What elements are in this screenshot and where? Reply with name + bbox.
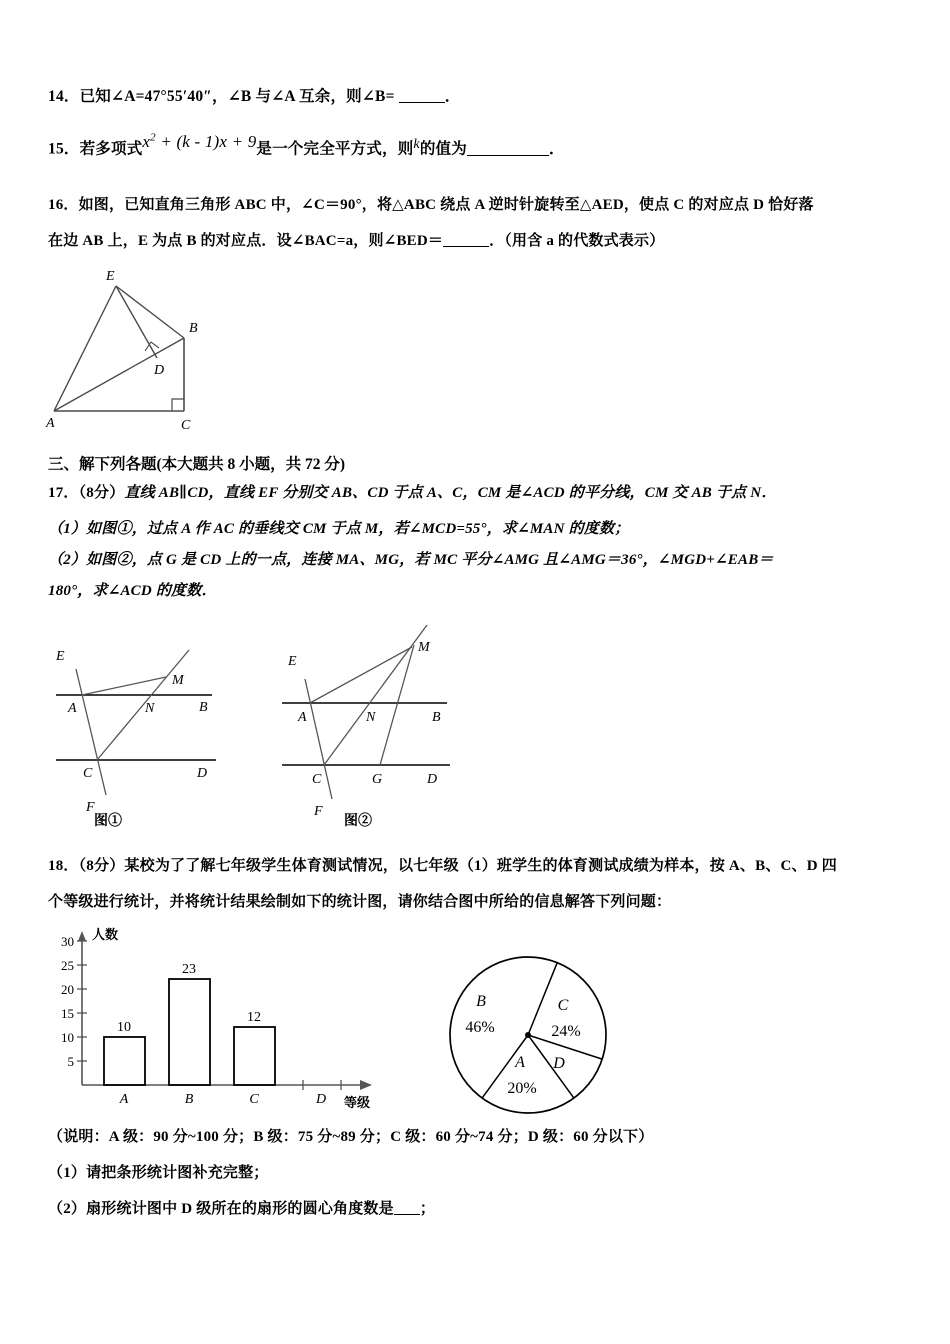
- q17-stem-text: 直线 AB∥CD，直线 EF 分别交 AB、CD 于点 A、C，CM 是∠ACD 的平分线，CM 交 AB 于点 N．: [124, 485, 777, 501]
- q15-tail: 的值为: [419, 140, 467, 158]
- q15-period: ．: [548, 140, 565, 158]
- q16-label-B: B: [189, 321, 198, 336]
- question-17-part2-line1: [48, 551, 774, 569]
- fig1-label-F: F: [86, 800, 95, 815]
- q16-number: 16．: [48, 197, 79, 213]
- fig1-label-B: B: [199, 700, 208, 715]
- bar-value-C: 12: [247, 1010, 261, 1025]
- q18-score: （8分）: [78, 858, 125, 874]
- q18-part2-text: （2）扇形统计图中 D 级所在的扇形的圆心角度数是: [48, 1201, 394, 1217]
- bar-cat-C: C: [249, 1092, 259, 1107]
- bar-cat-D: D: [315, 1092, 327, 1107]
- bar-ytick-25: 25: [61, 958, 74, 973]
- bar-chart: [44, 925, 384, 1115]
- q17-part2-text-line1: （2）如图②，点 G 是 CD 上的一点，连接 MA、MG，若 MC 平分∠AMG 且∠AMG＝36°，∠MGD+∠EAB＝: [48, 552, 774, 568]
- question-18-note: （说明：A 级：90 分~100 分；B 级：75 分~89 分；C 级：60 分~74 分；D 级：60 分以下）: [48, 1129, 654, 1145]
- question-17-stem: [48, 484, 777, 502]
- fig1-label-E: E: [56, 649, 65, 664]
- bar-C: [234, 1027, 275, 1085]
- bar-ytick-5: 5: [67, 1054, 74, 1069]
- pie-label-C: C: [557, 997, 569, 1014]
- pie-percent-C: 24%: [551, 1023, 581, 1040]
- fig2-label-G: G: [372, 772, 383, 787]
- fig2-label-C: C: [312, 772, 322, 787]
- fig2-label-B: B: [432, 710, 441, 725]
- q15-number: 15．: [48, 140, 80, 158]
- bar-cat-B: B: [184, 1092, 194, 1107]
- question-18-part2: [48, 1200, 435, 1218]
- question-17-part2-line2: [48, 582, 217, 600]
- q18-text-line1: 某校为了了解七年级学生体育测试情况，以七年级（1）班学生的体育测试成绩为样本，按 A、B、C、D 四: [124, 858, 837, 874]
- bar-A: [104, 1037, 145, 1085]
- fig2-label-A: A: [298, 710, 307, 725]
- q15-expr-rest: + (k - 1)x + 9: [160, 131, 257, 151]
- question-18-part1: （1）请把条形统计图补充完整；: [48, 1165, 269, 1181]
- fig2-label-F: F: [314, 804, 323, 819]
- fig1-label-M: M: [172, 673, 184, 688]
- bar-ytick-10: 10: [61, 1030, 74, 1045]
- q17-part1-text: （1）如图①，过点 A 作 AC 的垂线交 CM 于点 M，若∠MCD=55°，求∠MAN 的度数；: [48, 521, 630, 537]
- question-14: [48, 88, 460, 107]
- q18-number: 18．: [48, 858, 79, 874]
- q18-part2-answer-blank[interactable]: [394, 1214, 420, 1215]
- question-16-line2: [48, 232, 664, 250]
- q18-text-line2: 个等级进行统计，并将统计结果绘制如下的统计图，请你结合图中所给的信息解答下列问题：: [48, 894, 672, 910]
- q16-label-C: C: [181, 418, 191, 431]
- q17-part2-text-line2: 180°，求∠ACD 的度数．: [48, 583, 217, 599]
- bar-B: [169, 979, 210, 1085]
- q14-text: 已知∠A=47°55′40″，∠B 与∠A 互余，则∠B=: [79, 88, 399, 105]
- bar-chart-ylabel: 人数: [92, 928, 119, 943]
- q15-answer-blank[interactable]: [467, 155, 549, 156]
- bar-chart-xlabel: 等级: [344, 1096, 371, 1111]
- section-3-heading: 三、解下列各题(本大题共 8 小题，共 72 分): [48, 456, 346, 473]
- question-16-line1: [48, 196, 814, 214]
- q17-figure-2-caption: 图②: [344, 814, 372, 829]
- q17-number: 17．: [48, 485, 79, 501]
- fig2-label-E: E: [288, 654, 297, 669]
- question-18-line1: [48, 857, 837, 875]
- fig1-label-N: N: [145, 701, 155, 716]
- question-17-part1: [48, 520, 629, 538]
- q14-period: ．: [444, 88, 461, 105]
- q18-part2-tail: ；: [419, 1201, 436, 1217]
- pie-label-A: A: [515, 1054, 525, 1071]
- q16-label-A: A: [46, 416, 55, 431]
- fig2-label-N: N: [366, 710, 376, 725]
- q17-score: （8分）: [78, 485, 125, 501]
- q16-label-E: E: [106, 269, 115, 284]
- bar-value-B: 23: [182, 962, 196, 977]
- q16-text-line2: 在边 AB 上，E 为点 B 的对应点．设∠BAC=a，则∠BED＝: [48, 233, 444, 249]
- pie-chart: [418, 950, 638, 1125]
- q15-expr-base: x: [142, 131, 151, 151]
- fig1-label-D: D: [197, 766, 208, 781]
- q17-figure-1: [44, 622, 259, 817]
- bar-value-A: 10: [117, 1020, 131, 1035]
- pie-label-D: D: [553, 1055, 565, 1072]
- q16-label-D: D: [154, 363, 165, 378]
- q17-figure-2: [272, 615, 492, 820]
- q16-answer-blank[interactable]: [443, 246, 489, 247]
- question-18-line2: [48, 893, 671, 911]
- fig2-label-M: M: [418, 640, 430, 655]
- fig2-label-D: D: [427, 772, 438, 787]
- bar-cat-A: A: [119, 1092, 129, 1107]
- bar-ytick-30: 30: [61, 934, 74, 949]
- fig1-label-C: C: [83, 766, 93, 781]
- fig1-label-A: A: [68, 701, 77, 716]
- pie-label-B: B: [476, 993, 486, 1010]
- bar-ytick-15: 15: [61, 1006, 74, 1021]
- q17-figure-1-caption: 图①: [94, 814, 122, 829]
- pie-percent-B: 46%: [465, 1019, 495, 1036]
- q15-lead: 若多项式: [79, 140, 143, 158]
- q15-expression: [142, 132, 256, 151]
- q15-expr-exponent: 2: [150, 131, 156, 143]
- q15-variable: k: [413, 136, 420, 152]
- q16-text-line1: 如图，已知直角三角形 ABC 中，∠C＝90°，将△ABC 绕点 A 逆时针旋转至△AED，使点 C 的对应点 D 恰好落: [78, 197, 814, 213]
- q16-text-line2-tail: ．（用含 a 的代数式表示）: [489, 233, 665, 249]
- q15-middle: 是一个完全平方式，则: [256, 140, 414, 158]
- pie-percent-A: 20%: [507, 1080, 537, 1097]
- q14-number: 14．: [48, 88, 80, 105]
- bar-ytick-20: 20: [61, 982, 74, 997]
- question-15: [48, 131, 565, 159]
- q14-answer-blank[interactable]: [399, 102, 445, 103]
- q16-figure: [44, 266, 214, 431]
